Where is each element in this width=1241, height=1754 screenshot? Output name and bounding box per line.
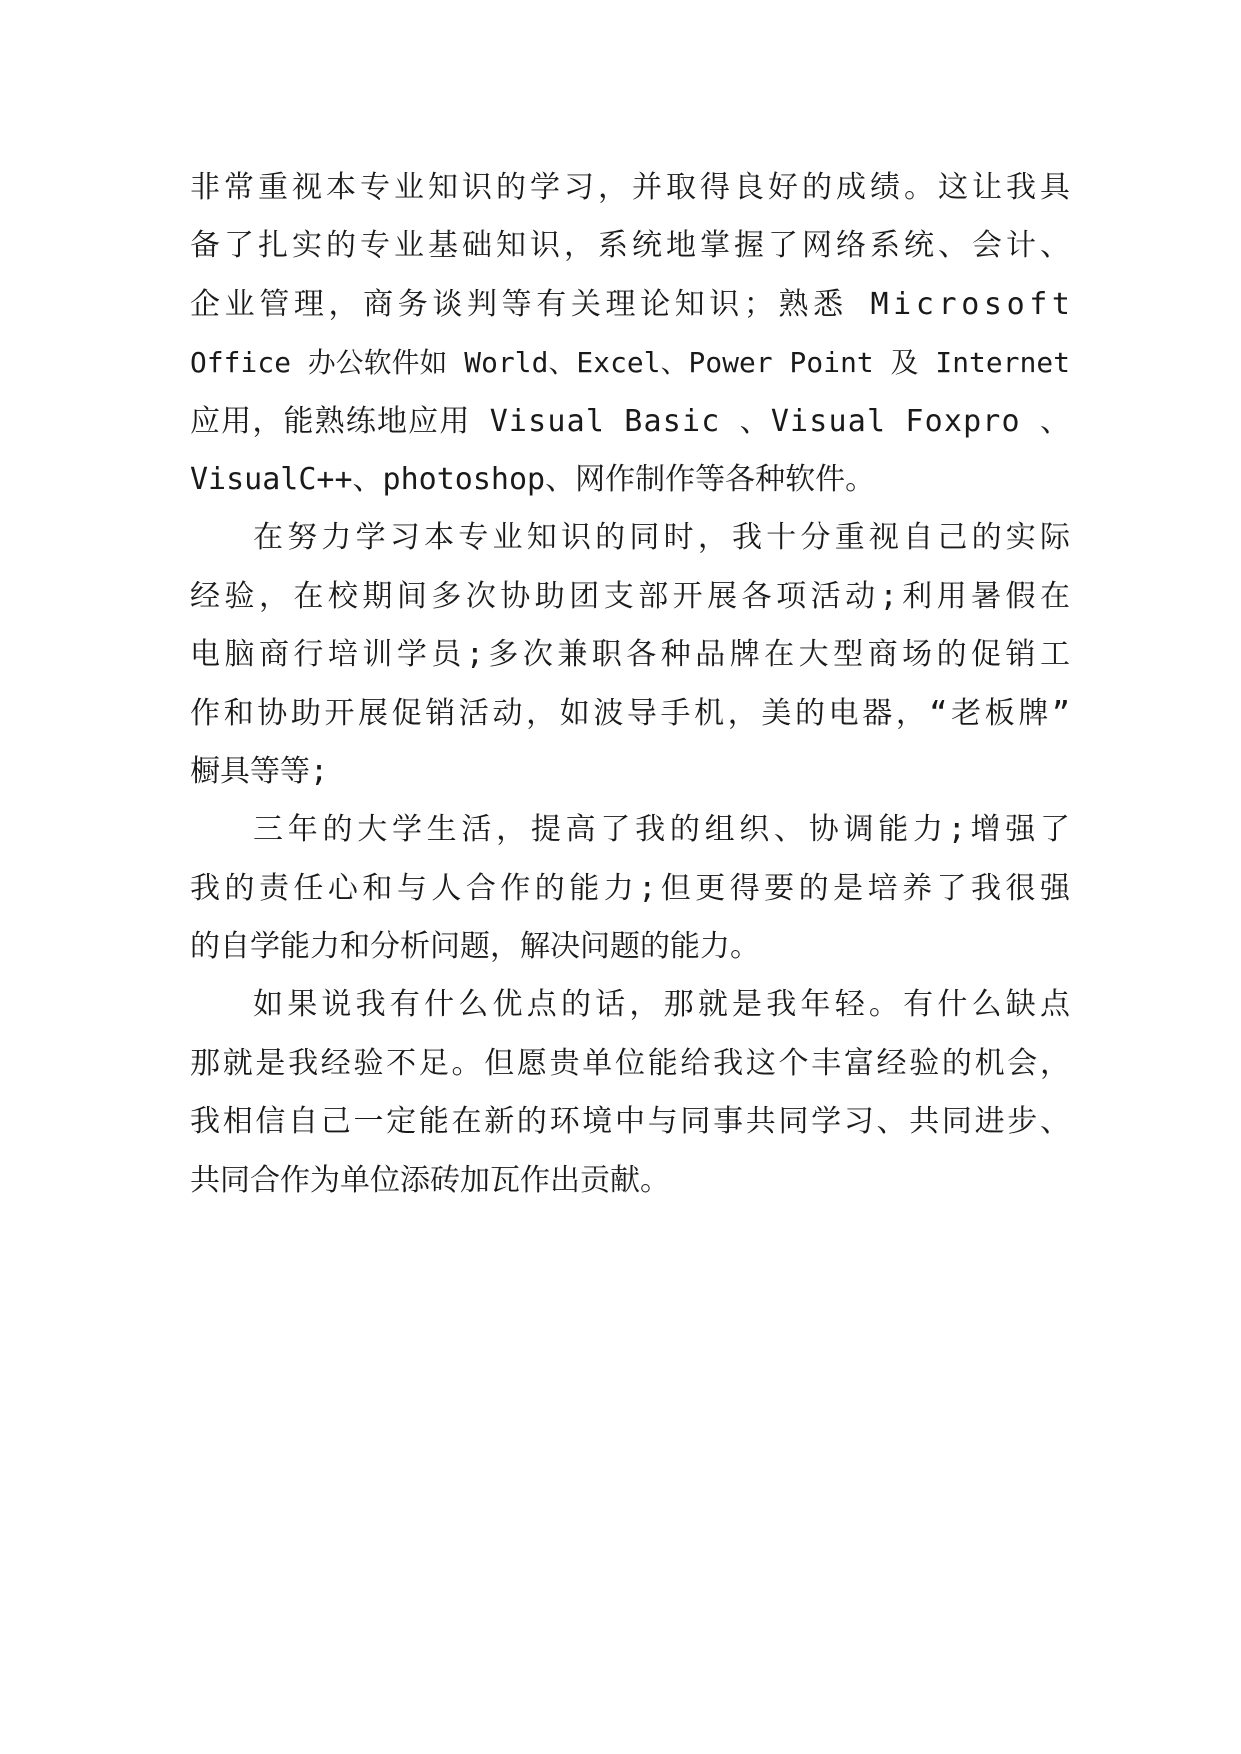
text-line-content: 我相信自己一定能在新的环境中与同事共同学习、共同进步、 xyxy=(190,1104,1073,1140)
text-line xyxy=(190,159,1074,217)
text-line-content: 企业管理，商务谈判等有关理论知识；熟悉 Microsoft xyxy=(190,286,1075,322)
text-line-content: 经验，在校期间多次协助团支部开展各项活动;利用暑假在 xyxy=(190,578,1075,614)
text-line xyxy=(190,393,1070,451)
text-line xyxy=(190,685,1074,743)
text-line xyxy=(190,801,1075,859)
text-line-content: 应用，能熟练地应用 Visual Basic 、Visual Foxpro 、 xyxy=(190,403,1072,439)
text-line xyxy=(190,1152,1070,1210)
text-line xyxy=(190,1035,1073,1093)
text-line-content: 的自学能力和分析问题，解决问题的能力。 xyxy=(190,929,760,965)
text-line xyxy=(190,334,1070,392)
text-line xyxy=(190,568,1075,626)
text-line-content: 备了扎实的专业基础知识，系统地掌握了网络系统、会计、 xyxy=(190,228,1074,264)
text-line-content: 我的责任心和与人合作的能力;但更得要的是培养了我很强 xyxy=(190,870,1075,906)
text-line-content: 非常重视本专业知识的学习，并取得良好的成绩。这让我具 xyxy=(190,170,1074,205)
text-line xyxy=(190,976,1075,1034)
text-line xyxy=(190,509,1075,567)
text-line-content: Office 办公软件如 World、Excel、Power Point 及 Internet xyxy=(190,346,1071,380)
text-line xyxy=(190,451,1070,509)
text-line-content: VisualC++、photoshop、网作制作等各种软件。 xyxy=(190,461,876,497)
text-line-content: 共同合作为单位添砖加瓦作出贡献。 xyxy=(190,1162,670,1198)
text-line-content: 在努力学习本专业知识的同时，我十分重视自己的实际 xyxy=(253,520,1075,556)
text-line-content: 那就是我经验不足。但愿贵单位能给我这个丰富经验的机会， xyxy=(190,1045,1073,1081)
text-line xyxy=(190,860,1075,918)
text-line-content: 橱具等等; xyxy=(190,753,329,789)
text-line xyxy=(190,276,1075,334)
text-line-content: 如果说我有什么优点的话，那就是我年轻。有什么缺点 xyxy=(253,987,1075,1023)
text-line xyxy=(190,217,1074,275)
document-body xyxy=(190,159,1075,1210)
text-line xyxy=(190,1093,1073,1151)
text-line-content: 电脑商行培训学员;多次兼职各种品牌在大型商场的促销工 xyxy=(190,637,1075,673)
text-line xyxy=(190,918,1070,976)
text-line-content: 三年的大学生活，提高了我的组织、协调能力;增强了 xyxy=(253,812,1075,848)
text-line xyxy=(190,626,1075,684)
text-line xyxy=(190,743,1070,801)
text-line-content: 作和协助开展促销活动，如波导手机，美的电器，“老板牌” xyxy=(190,695,1074,731)
